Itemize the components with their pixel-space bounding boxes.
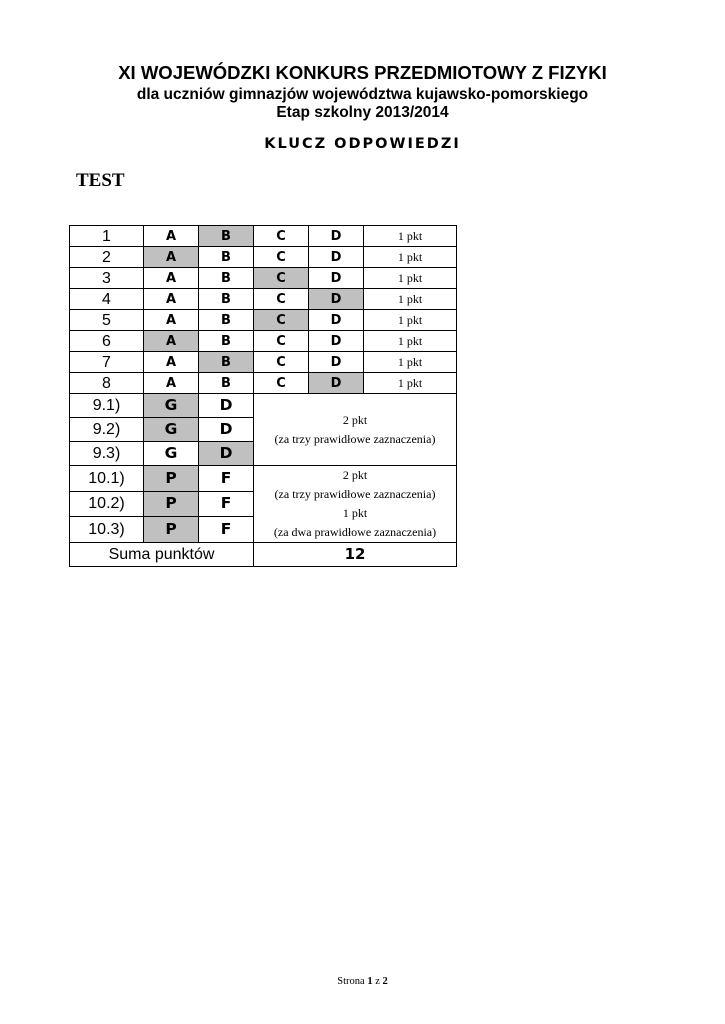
- gd-row: [70, 394, 457, 418]
- points-cell: 1 pkt: [364, 373, 457, 394]
- option-d: D: [309, 268, 364, 289]
- gd-points-note: [254, 394, 457, 466]
- mc-row: [70, 289, 457, 310]
- option-b: B: [199, 289, 254, 310]
- correct-option-d: D: [199, 442, 254, 466]
- points-cell: 1 pkt: [364, 226, 457, 247]
- question-number: 10.2): [70, 491, 144, 517]
- points-cell: 1 pkt: [364, 310, 457, 331]
- option-a: A: [144, 310, 199, 331]
- option-d: D: [309, 247, 364, 268]
- option-d: D: [199, 394, 254, 418]
- answer-key-title: KLUCZ ODPOWIEDZI: [264, 136, 461, 152]
- points-cell: 1 pkt: [364, 247, 457, 268]
- gd-points: 2 pkt: [342, 412, 368, 427]
- sum-row: [70, 543, 457, 567]
- question-number: 8: [70, 373, 144, 394]
- question-number: 7: [70, 352, 144, 373]
- points-cell: 1 pkt: [364, 331, 457, 352]
- option-b: B: [199, 247, 254, 268]
- correct-option-g: G: [144, 394, 199, 418]
- question-number: 9.3): [70, 442, 144, 466]
- pf-points-partial-text: (za dwa prawidłowe zaznaczenia): [273, 525, 437, 539]
- mc-row: [70, 352, 457, 373]
- option-d: D: [199, 418, 254, 442]
- question-number: 2: [70, 247, 144, 268]
- option-b: B: [199, 331, 254, 352]
- option-c: C: [254, 247, 309, 268]
- correct-option-c: C: [254, 268, 309, 289]
- contest-title: XI WOJEWÓDZKI KONKURS PRZEDMIOTOWY Z FIZYKI: [118, 62, 607, 83]
- correct-option-p: P: [144, 466, 199, 492]
- question-number: 6: [70, 331, 144, 352]
- correct-option-a: A: [144, 247, 199, 268]
- option-c: C: [254, 226, 309, 247]
- option-c: C: [254, 373, 309, 394]
- question-number: 3: [70, 268, 144, 289]
- mc-row: [70, 373, 457, 394]
- option-f: F: [199, 466, 254, 492]
- option-b: B: [199, 373, 254, 394]
- mc-row: [70, 226, 457, 247]
- correct-option-d: D: [309, 289, 364, 310]
- sum-value: 12: [254, 543, 457, 567]
- page-footer: [0, 976, 725, 987]
- section-title: TEST: [76, 170, 125, 191]
- question-number: 5: [70, 310, 144, 331]
- mc-row: [70, 247, 457, 268]
- question-number: 9.1): [70, 394, 144, 418]
- pf-points-partial: 1 pkt: [342, 506, 368, 520]
- option-a: A: [144, 289, 199, 310]
- option-a: A: [144, 352, 199, 373]
- footer-total: 2: [382, 976, 388, 987]
- question-number: 10.3): [70, 517, 144, 543]
- option-c: C: [254, 331, 309, 352]
- option-g: G: [144, 442, 199, 466]
- correct-option-d: D: [309, 373, 364, 394]
- pf-points-full-text: (za trzy prawidłowe zaznaczenia): [274, 487, 436, 501]
- option-a: A: [144, 373, 199, 394]
- option-f: F: [199, 491, 254, 517]
- correct-option-b: B: [199, 352, 254, 373]
- footer-prefix: Strona: [337, 976, 365, 987]
- option-c: C: [254, 352, 309, 373]
- option-d: D: [309, 352, 364, 373]
- correct-option-g: G: [144, 418, 199, 442]
- footer-page: 1: [367, 976, 373, 987]
- gd-points-text: (za trzy prawidłowe zaznaczenia): [274, 431, 436, 446]
- option-f: F: [199, 517, 254, 543]
- option-c: C: [254, 289, 309, 310]
- answer-key-table: [69, 225, 457, 567]
- points-cell: 1 pkt: [364, 268, 457, 289]
- pf-row: [70, 466, 457, 492]
- mc-row: [70, 268, 457, 289]
- option-d: D: [309, 310, 364, 331]
- mc-row: [70, 310, 457, 331]
- question-number: 1: [70, 226, 144, 247]
- correct-option-b: B: [199, 226, 254, 247]
- contest-stage: Etap szkolny 2013/2014: [276, 104, 449, 121]
- footer-sep: z: [375, 976, 380, 987]
- option-d: D: [309, 226, 364, 247]
- option-a: A: [144, 268, 199, 289]
- mc-row: [70, 331, 457, 352]
- sum-label: Suma punktów: [70, 543, 254, 567]
- correct-option-p: P: [144, 491, 199, 517]
- question-number: 9.2): [70, 418, 144, 442]
- question-number: 4: [70, 289, 144, 310]
- pf-points-full: 2 pkt: [342, 468, 368, 482]
- contest-subtitle: dla uczniów gimnazjów województwa kujawsko-pomorskiego: [136, 86, 589, 103]
- option-b: B: [199, 268, 254, 289]
- option-a: A: [144, 226, 199, 247]
- question-number: 10.1): [70, 466, 144, 492]
- points-cell: 1 pkt: [364, 352, 457, 373]
- correct-option-a: A: [144, 331, 199, 352]
- option-b: B: [199, 310, 254, 331]
- option-d: D: [309, 331, 364, 352]
- correct-option-c: C: [254, 310, 309, 331]
- correct-option-p: P: [144, 517, 199, 543]
- points-cell: 1 pkt: [364, 289, 457, 310]
- pf-points-note: [254, 466, 457, 543]
